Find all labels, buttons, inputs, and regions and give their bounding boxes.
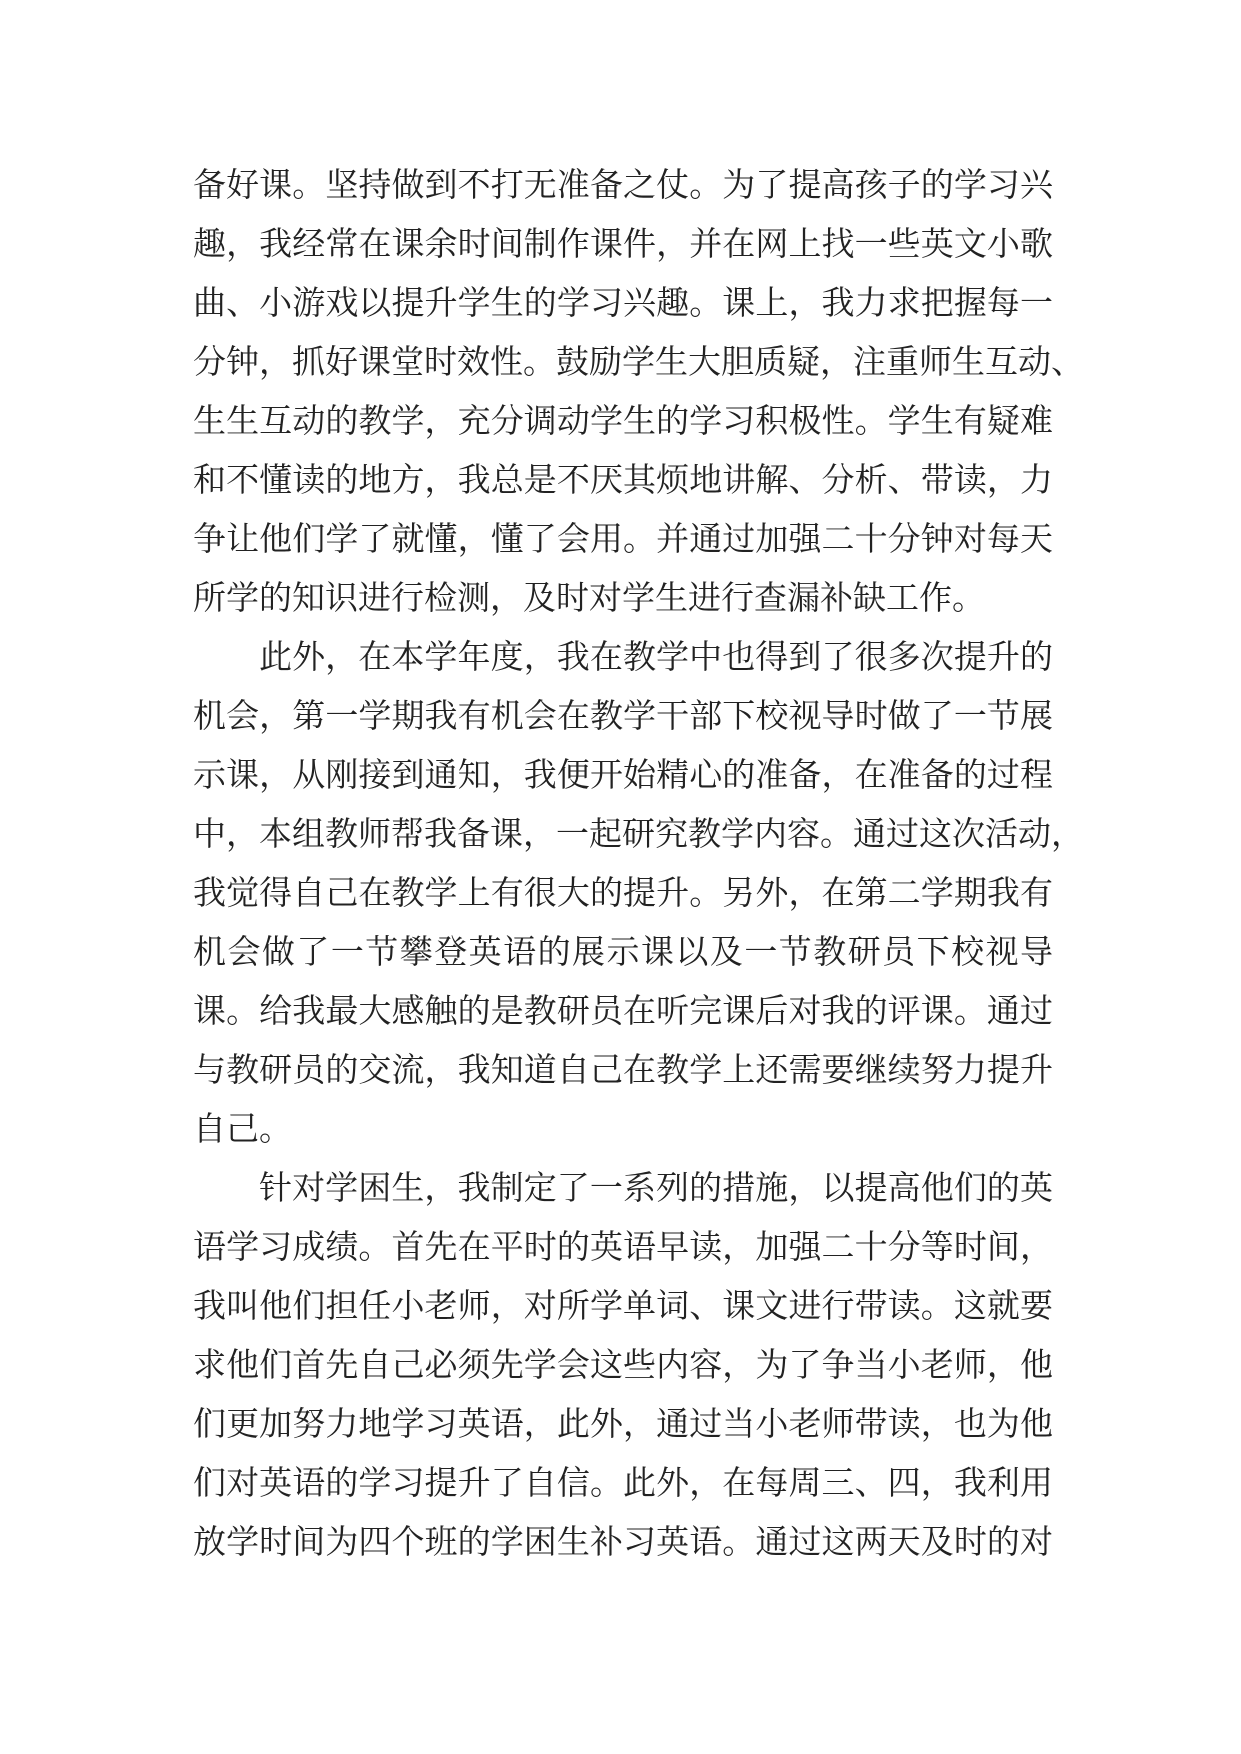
text-line: 们对英语的学习提升了自信。此外，在每周三、四，我利用	[193, 1463, 1053, 1502]
text-line: 自己。	[193, 1109, 292, 1148]
text-line: 趣，我经常在课余时间制作课件，并在网上找一些英文小歌	[193, 224, 1053, 263]
text-line: 我觉得自己在教学上有很大的提升。另外，在第二学期我有	[193, 873, 1053, 912]
text-line: 课。给我最大感触的是教研员在听完课后对我的评课。通过	[193, 991, 1053, 1030]
text-line: 此外，在本学年度，我在教学中也得到了很多次提升的	[259, 637, 1053, 676]
text-line: 们更加努力地学习英语，此外，通过当小老师带读，也为他	[193, 1404, 1053, 1443]
text-line: 求他们首先自己必须先学会这些内容，为了争当小老师，他	[193, 1345, 1053, 1384]
paragraph	[193, 1158, 1053, 1571]
text-line: 中，本组教师帮我备课，一起研究教学内容。通过这次活动，	[193, 814, 1084, 853]
text-line: 针对学困生，我制定了一系列的措施，以提高他们的英	[259, 1168, 1053, 1207]
text-line: 语学习成绩。首先在平时的英语早读，加强二十分等时间，	[193, 1227, 1053, 1266]
text-line: 分钟，抓好课堂时效性。鼓励学生大胆质疑，注重师生互动、	[193, 342, 1084, 381]
text-line: 放学时间为四个班的学困生补习英语。通过这两天及时的对	[193, 1522, 1053, 1561]
text-line: 我叫他们担任小老师，对所学单词、课文进行带读。这就要	[193, 1286, 1053, 1325]
text-line: 曲、小游戏以提升学生的学习兴趣。课上，我力求把握每一	[193, 283, 1053, 322]
document-body	[193, 155, 1084, 1571]
text-line: 示课，从刚接到通知，我便开始精心的准备，在准备的过程	[193, 755, 1053, 794]
text-line: 机会，第一学期我有机会在教学干部下校视导时做了一节展	[193, 696, 1053, 735]
text-line: 生生互动的教学，充分调动学生的学习积极性。学生有疑难	[193, 401, 1053, 440]
paragraph	[193, 627, 1084, 1158]
text-line: 和不懂读的地方，我总是不厌其烦地讲解、分析、带读，力	[193, 460, 1053, 499]
text-line: 与教研员的交流，我知道自己在教学上还需要继续努力提升	[193, 1050, 1053, 1089]
text-line: 备好课。坚持做到不打无准备之仗。为了提高孩子的学习兴	[193, 165, 1053, 204]
text-line: 争让他们学了就懂，懂了会用。并通过加强二十分钟对每天	[193, 519, 1053, 558]
paragraph	[193, 155, 1084, 627]
text-line: 机会做了一节攀登英语的展示课以及一节教研员下校视导	[193, 932, 1053, 971]
text-line: 所学的知识进行检测，及时对学生进行查漏补缺工作。	[193, 578, 985, 617]
